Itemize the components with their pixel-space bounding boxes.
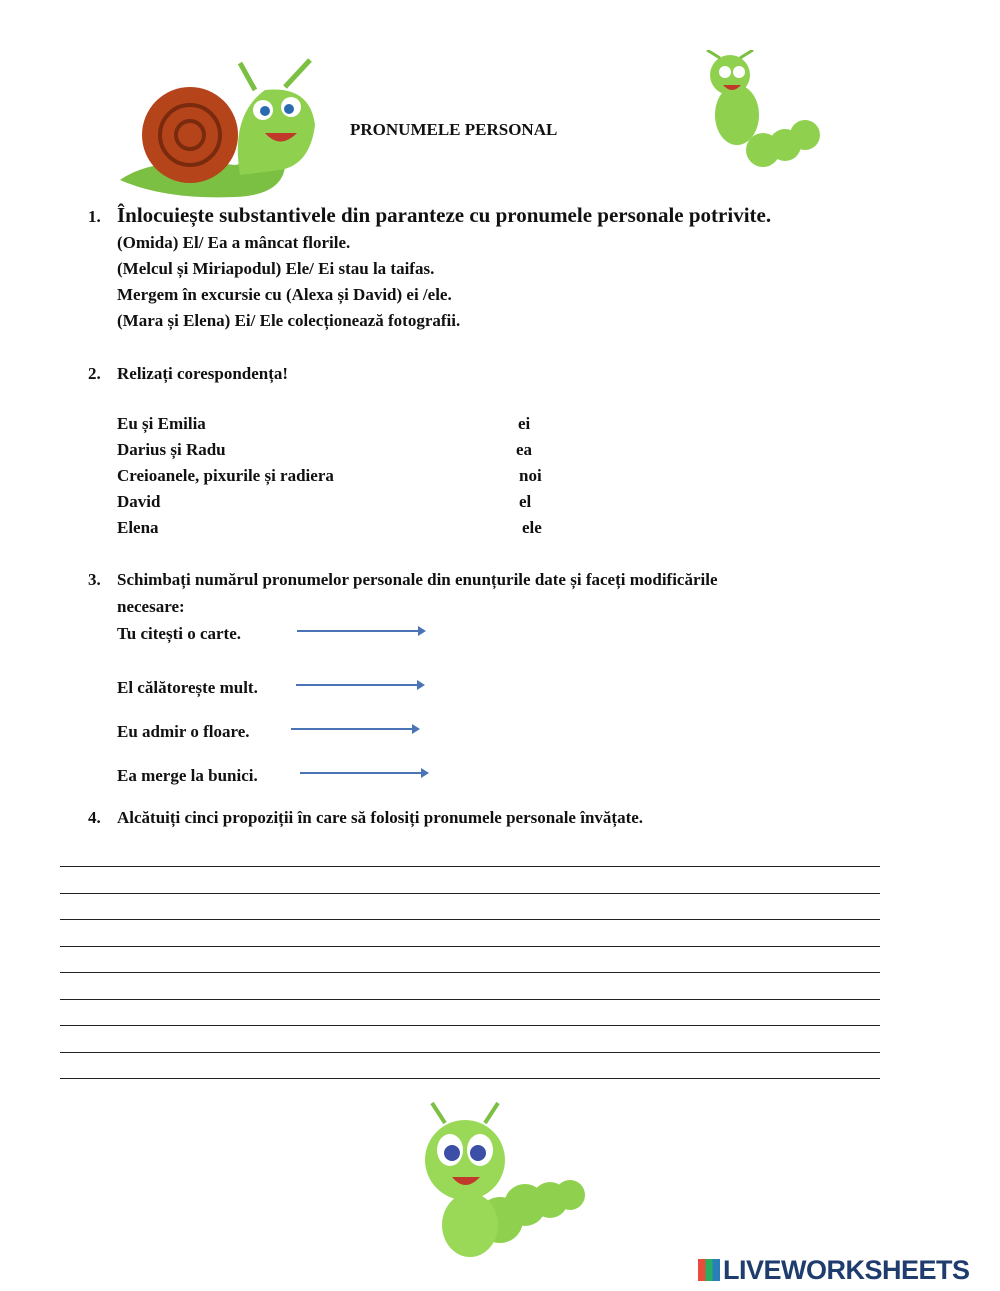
- answer-line[interactable]: [60, 919, 880, 920]
- logo-text: LIVEWORKSHEETS: [723, 1255, 970, 1285]
- arrow-icon: [291, 728, 413, 730]
- answer-line[interactable]: [60, 999, 880, 1000]
- answer-line[interactable]: [60, 1052, 880, 1053]
- exercise-3-instruction: necesare:: [117, 597, 185, 616]
- exercise-2-instruction: Relizați corespondența!: [117, 364, 289, 383]
- liveworksheets-logo: [698, 1255, 970, 1286]
- exercise-3-item: Ea merge la bunici.: [117, 766, 258, 785]
- exercise-1-item: Mergem în excursie cu (Alexa și David) ei /ele.: [117, 285, 452, 304]
- answer-line[interactable]: [60, 1078, 880, 1079]
- answer-line[interactable]: [60, 893, 880, 894]
- exercise-3-instruction: Schimbați numărul pronumelor personale din enunțurile date și faceți modificările: [117, 570, 718, 589]
- match-right: el: [519, 492, 532, 511]
- match-right: ei: [518, 414, 531, 433]
- exercise-number: 1.: [88, 207, 101, 226]
- match-left: Darius și Radu: [117, 440, 226, 459]
- answer-line[interactable]: [60, 946, 880, 947]
- exercise-1-item: (Omida) El/ Ea a mâncat florile.: [117, 233, 351, 252]
- answer-line[interactable]: [60, 972, 880, 973]
- match-left: Elena: [117, 518, 159, 537]
- match-right: noi: [519, 466, 542, 485]
- arrow-icon: [296, 684, 418, 686]
- match-left: Creioanele, pixurile și radiera: [117, 466, 334, 485]
- exercise-4-instruction: Alcătuiți cinci propoziții în care să folosiți pronumele personale învățate.: [117, 808, 644, 827]
- page-title: PRONUMELE PERSONAL: [350, 120, 558, 139]
- arrow-icon: [297, 630, 419, 632]
- exercise-3-item: Tu citești o carte.: [117, 624, 242, 643]
- match-left: David: [117, 492, 161, 511]
- exercise-1-item: (Melcul și Miriapodul) Ele/ Ei stau la taifas.: [117, 259, 435, 278]
- arrow-icon: [300, 772, 422, 774]
- snail-illustration: [115, 55, 325, 200]
- exercise-number: 2.: [88, 364, 101, 383]
- match-right: ele: [522, 518, 542, 537]
- exercise-number: 3.: [88, 570, 101, 589]
- match-right: ea: [516, 440, 533, 459]
- answer-line[interactable]: [60, 866, 880, 867]
- exercise-3-item: Eu admir o floare.: [117, 722, 250, 741]
- exercise-3-item: El călătorește mult.: [117, 678, 258, 697]
- match-left: Eu și Emilia: [117, 414, 206, 433]
- centipede-illustration: [695, 50, 830, 195]
- caterpillar-illustration: [400, 1095, 595, 1265]
- exercise-1-instruction: Înlocuiește substantivele din paranteze cu pronumele personale potrivite.: [117, 203, 772, 227]
- exercise-number: 4.: [88, 808, 101, 827]
- answer-line[interactable]: [60, 1025, 880, 1026]
- exercise-1-item: (Mara și Elena) Ei/ Ele colecționează fotografii.: [117, 311, 461, 330]
